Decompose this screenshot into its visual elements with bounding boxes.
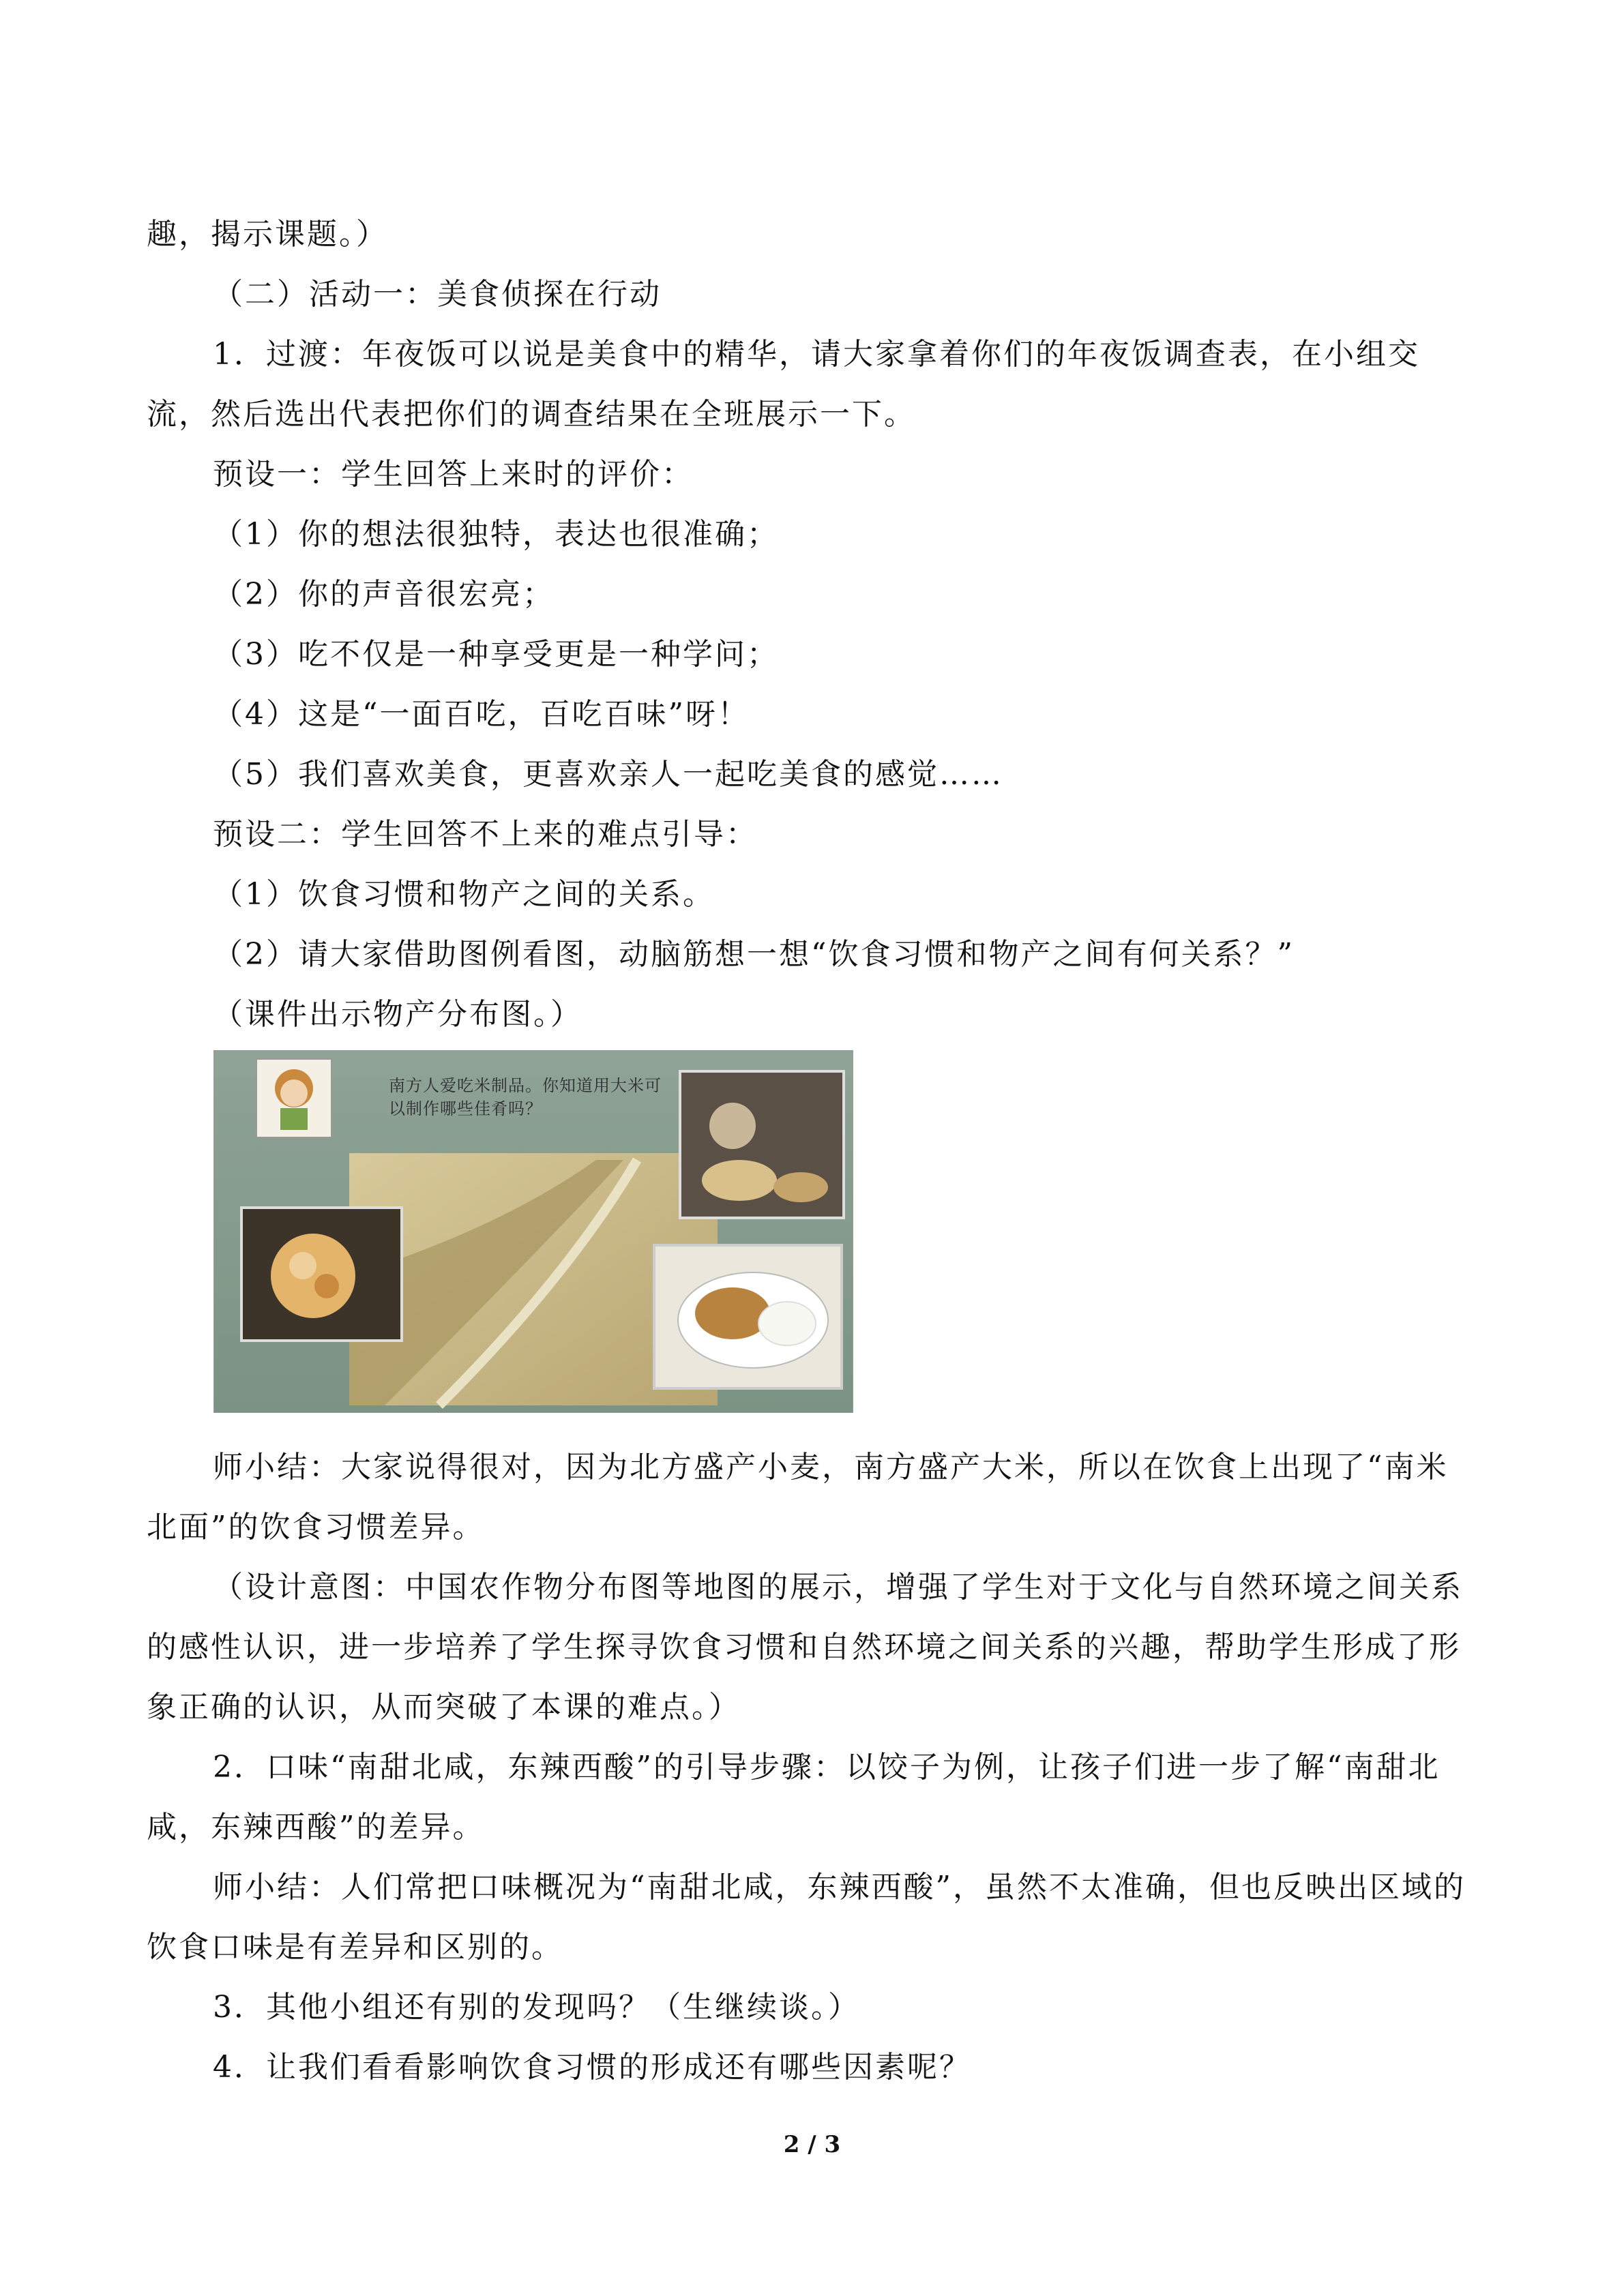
page-number: 2 / 3: [783, 2131, 841, 2158]
paragraph-courseware-note: （课件出示物产分布图。）: [213, 997, 582, 1032]
list-item-evaluation-4: （4）这是“一面百吃，百吃百味”呀！: [213, 697, 750, 732]
list-item-evaluation-1: （1）你的想法很独特，表达也很准确；: [213, 517, 779, 552]
photo-caption: 南方人爱吃米制品。你知道用大米可以制作哪些佳肴吗？: [389, 1076, 662, 1118]
paragraph-design-intent: （设计意图：中国农作物分布图等地图的展示，增强了学生对于文化与自然环境之间关系的感性认识，进一步培养了学生探寻饮食习惯和自然环境之间关系的兴趣，帮助学生形成了形象正确的认识，从而突破了本课的难点。）: [147, 1570, 1463, 1725]
paragraph-preset-one: 预设一：学生回答上来时的评价：: [213, 457, 694, 492]
list-item-guidance-1: （1）饮食习惯和物产之间的关系。: [213, 877, 715, 912]
paragraph-teacher-summary-1: 师小结：大家说得很对，因为北方盛产小麦，南方盛产大米，所以在饮食上出现了“南米北面”的饮食习惯差异。: [147, 1450, 1449, 1545]
paragraph-transition: 1．过渡：年夜饭可以说是美食中的精华，请大家拿着你们的年夜饭调查表，在小组交流，然后选出代表把你们的调查结果在全班展示一下。: [147, 337, 1420, 432]
list-item-evaluation-2: （2）你的声音很宏亮；: [213, 577, 555, 612]
paragraph-0: 趣，揭示课题。）: [147, 217, 388, 252]
list-item-guidance-2: （2）请大家借助图例看图，动脑筋想一想“饮食习惯和物产之间有何关系？”: [213, 937, 1295, 972]
paragraph-other-groups: 3．其他小组还有别的发现吗？（生继续谈。）: [213, 1990, 860, 2025]
paragraph-teacher-summary-2: 师小结：人们常把口味概况为“南甜北咸，东辣西酸”，虽然不太准确，但也反映出区域的饮食口味是有差异和区别的。: [147, 1870, 1466, 1965]
paragraph-preset-two: 预设二：学生回答不上来的难点引导：: [213, 817, 758, 852]
section-heading-activity-one: （二）活动一：美食侦探在行动: [213, 277, 662, 312]
paragraph-taste-guidance: 2．口味“南甜北咸，东辣西酸”的引导步骤：以饺子为例，让孩子们进一步了解“南甜北咸，东辣西酸”的差异。: [147, 1750, 1441, 1845]
list-item-evaluation-3: （3）吃不仅是一种享受更是一种学问；: [213, 637, 779, 672]
paragraph-factors-question: 4．让我们看看影响饮食习惯的形成还有哪些因素呢？: [213, 2050, 971, 2085]
list-item-evaluation-5: （5）我们喜欢美食，更喜欢亲人一起吃美食的感觉……: [213, 757, 1003, 792]
